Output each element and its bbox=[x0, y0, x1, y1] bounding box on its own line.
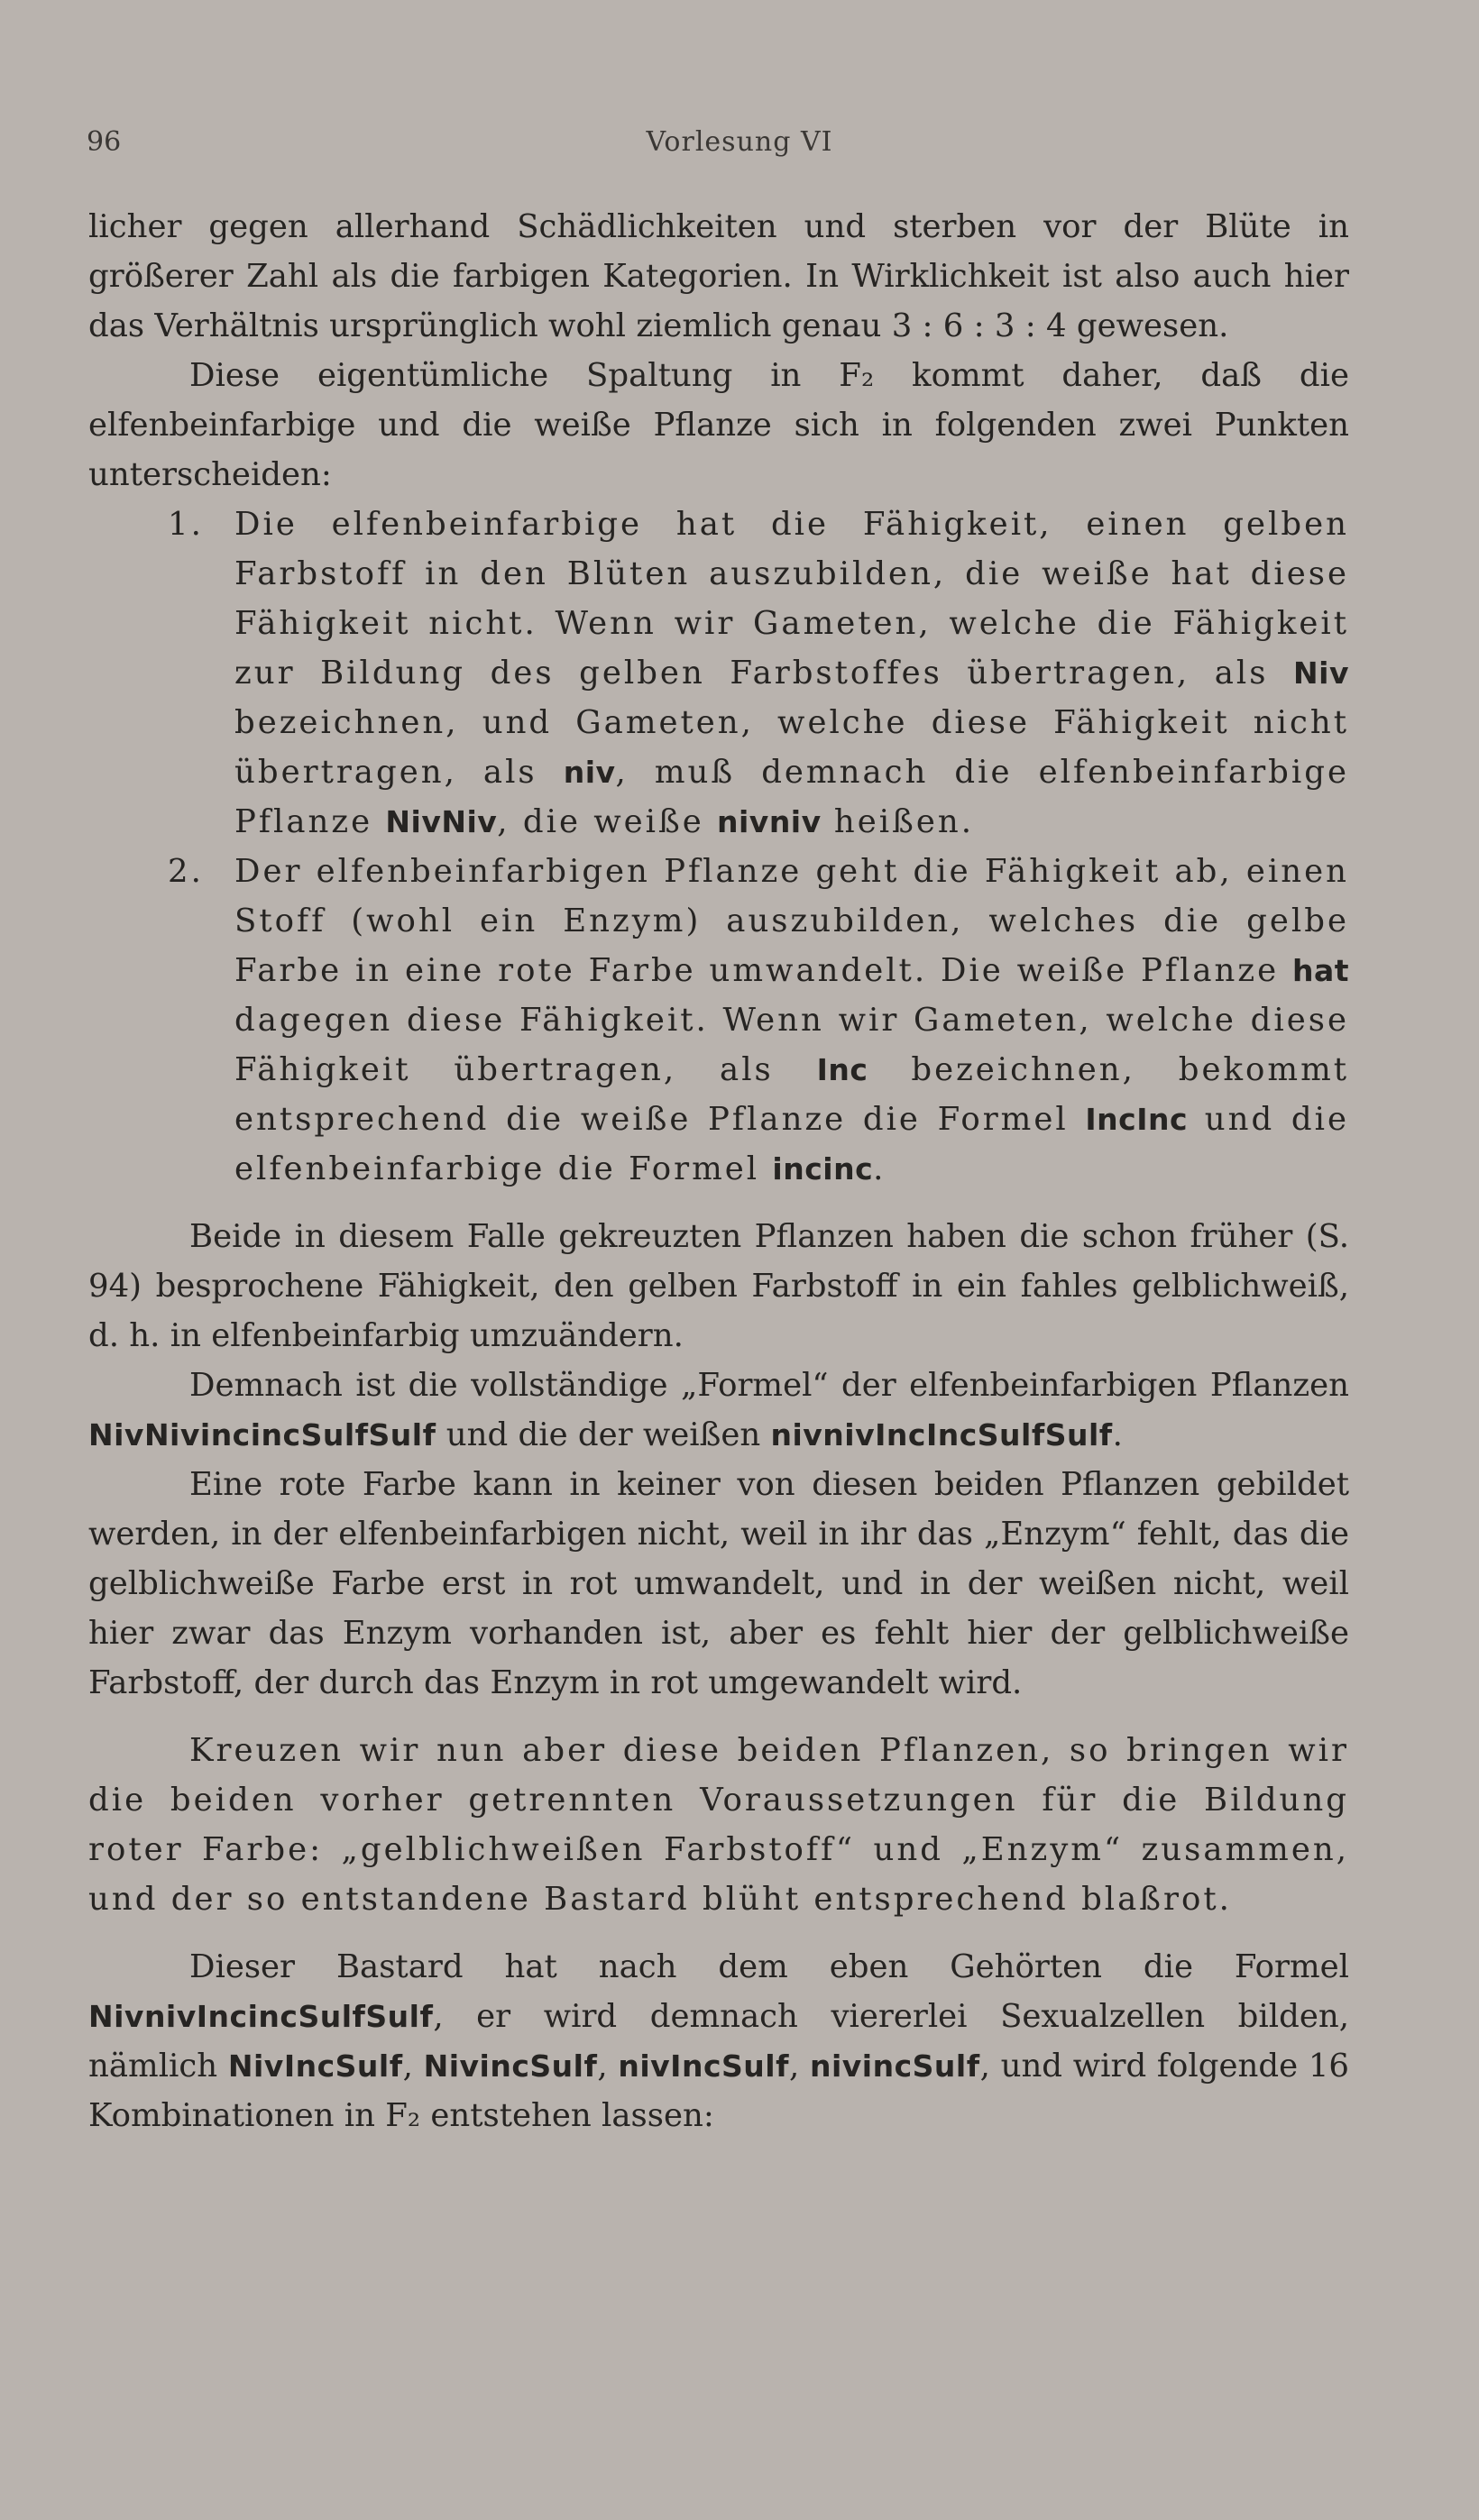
formula: Inc bbox=[816, 1052, 868, 1087]
paragraph-text: , bbox=[597, 2048, 619, 2085]
list-text: heißen. bbox=[821, 803, 975, 840]
formula: NivIncSulf bbox=[227, 2048, 403, 2084]
formula: NivNivincincSulfSulf bbox=[88, 1417, 436, 1452]
page-body bbox=[88, 202, 1349, 2140]
formula: Niv bbox=[1293, 655, 1349, 691]
paragraph: Diese eigentümliche Spaltung in F₂ kommt daher, daß die elfenbeinfarbige und die weiße Pflanze sich in folgenden zwei Punkten unterscheiden: bbox=[88, 357, 1349, 493]
paragraph-text: , bbox=[788, 2048, 810, 2085]
paragraph-text: . bbox=[1112, 1416, 1123, 1453]
list-text: , die weiße bbox=[497, 803, 717, 840]
emphasis: hat bbox=[1291, 953, 1349, 988]
running-head bbox=[87, 126, 1392, 162]
list-text: . bbox=[873, 1150, 886, 1187]
formula: niv bbox=[563, 755, 616, 790]
paragraph: Eine rote Farbe kann in keiner von diesen beiden Pflanzen gebildet werden, in der elfenbeinfarbigen nicht, weil in ihr das „Enzym“ fehlt, das die gelblichweiße Farbe erst in rot umwandelt, und in der weißen nicht, weil hier zwar das Enzym vorhanden ist, aber es fehlt hier der gelblichweiße Farbstoff, der durch das Enzym in rot umgewandelt wird. bbox=[88, 1466, 1349, 1701]
list-text: bezeichnen, und Gameten, welche diese Fähigkeit nicht übertragen, als bbox=[234, 704, 1349, 791]
formula: IncInc bbox=[1085, 1102, 1189, 1137]
numbered-list bbox=[88, 499, 1349, 1194]
list-item bbox=[88, 847, 1349, 1194]
formula: NivnivIncincSulfSulf bbox=[88, 1999, 434, 2034]
paragraph-text: Demnach ist die vollständige „Formel“ der elfenbeinfarbigen Pflanzen bbox=[189, 1367, 1349, 1404]
list-text: Die elfenbeinfarbige hat die Fähigkeit, einen gelben Farbstoff in den Blüten auszubilden, die weiße hat diese Fähigkeit nicht. Wenn wir Gameten, welche die Fähigkeit zur Bildung des gelben Farbstoffes übertragen, als bbox=[234, 506, 1349, 692]
formula: NivincSulf bbox=[423, 2048, 598, 2084]
list-text: Der elfenbeinfarbigen Pflanze geht die Fähigkeit ab, einen Stoff (wohl ein Enzym) auszubilden, welches die gelbe Farbe in eine rote Farbe umwandelt. Die weiße Pflanze bbox=[234, 853, 1349, 989]
formula: nivincSulf bbox=[809, 2048, 980, 2084]
paragraph-text: und die der weißen bbox=[436, 1416, 771, 1453]
list-text: bezeichnen, bekommt entsprechend die weiße Pflanze die Formel bbox=[234, 1051, 1349, 1138]
paragraph-text: , bbox=[402, 2048, 424, 2085]
paragraph bbox=[88, 1361, 1349, 1460]
formula: nivniv bbox=[717, 804, 822, 839]
list-text: , muß demnach die elfenbeinfarbige Pflanze bbox=[234, 754, 1349, 840]
list-text: dagegen diese Fähigkeit. Wenn wir Gameten, welche diese Fähigkeit übertragen, als bbox=[234, 1002, 1349, 1088]
formula: nivnivIncIncSulfSulf bbox=[770, 1417, 1113, 1452]
paragraph: licher gegen allerhand Schädlichkeiten und sterben vor der Blüte in größerer Zahl als die farbigen Kategorien. In Wirklichkeit ist also auch hier das Verhältnis ursprünglich wohl ziemlich genau 3 : 6 : 3 : 4 gewesen. bbox=[88, 208, 1349, 344]
formula: incinc bbox=[772, 1151, 874, 1187]
paragraph-text: , und wird folgende 16 Kombinationen in F₂ entstehen lassen: bbox=[88, 2048, 1349, 2134]
paragraph bbox=[88, 1942, 1349, 2140]
list-number: 1. bbox=[168, 506, 204, 543]
formula: nivIncSulf bbox=[618, 2048, 789, 2084]
running-title: Vorlesung VI bbox=[646, 126, 833, 158]
formula: NivNiv bbox=[385, 804, 498, 839]
list-item bbox=[88, 499, 1349, 847]
page-number: 96 bbox=[87, 126, 122, 158]
list-text: und die elfenbeinfarbige die Formel bbox=[234, 1101, 1350, 1187]
paragraph-text: Dieser Bastard hat nach dem eben Gehörten die Formel bbox=[189, 1948, 1349, 1985]
paragraph: Kreuzen wir nun aber diese beiden Pflanzen, so bringen wir die beiden vorher getrennten Voraussetzungen für die Bildung roter Farbe: „gelblichweißen Farbstoff“ und „Enzym“ zusammen, und der so entstandene Bastard blüht entsprechend blaßrot. bbox=[88, 1732, 1349, 1918]
paragraph: Beide in diesem Falle gekreuzten Pflanzen haben die schon früher (S. 94) besprochene Fähigkeit, den gelben Farbstoff in ein fahles gelblichweiß, d. h. in elfenbeinfarbig umzuändern. bbox=[88, 1218, 1349, 1354]
list-number: 2. bbox=[168, 853, 204, 890]
paragraph-text: , er wird demnach viererlei Sexualzellen bilden, nämlich bbox=[88, 1998, 1349, 2085]
